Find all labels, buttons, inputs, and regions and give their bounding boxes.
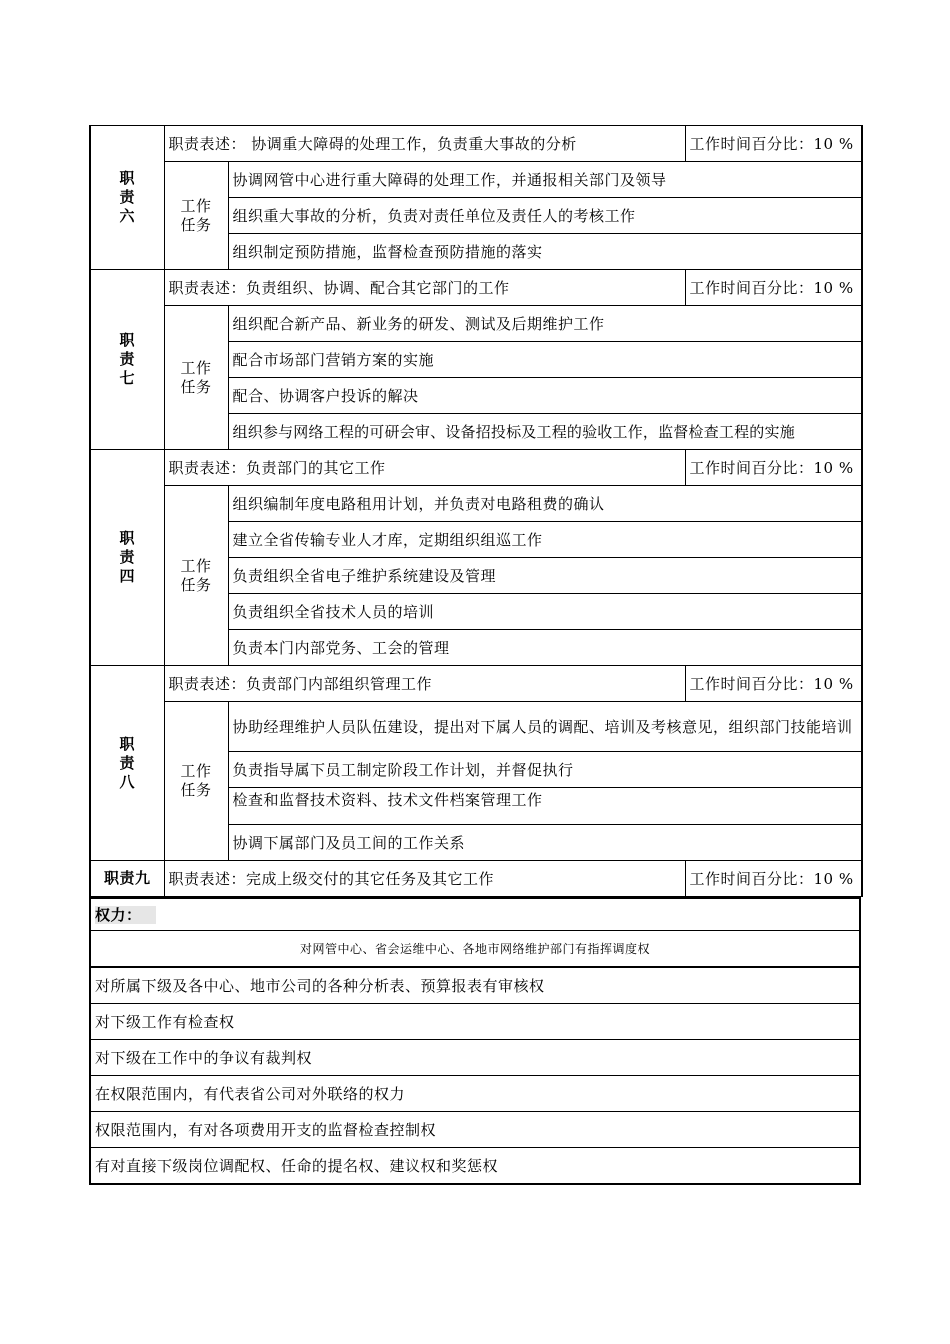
task-item: 配合市场部门营销方案的实施 bbox=[228, 342, 862, 378]
power-title-row bbox=[90, 898, 860, 931]
power-row bbox=[90, 1004, 860, 1040]
task-row bbox=[90, 486, 862, 522]
time-percentage: 工作时间百分比：10 % bbox=[685, 666, 862, 702]
power-row bbox=[90, 1040, 860, 1076]
duty-row bbox=[90, 861, 862, 897]
duty-row bbox=[90, 270, 862, 306]
duty-label: 职 责 六 bbox=[90, 126, 164, 270]
task-item: 组织配合新产品、新业务的研发、测试及后期维护工作 bbox=[228, 306, 862, 342]
duty-row bbox=[90, 126, 862, 162]
duty-label: 职 责 八 bbox=[90, 666, 164, 861]
task-header: 工作 任务 bbox=[164, 306, 228, 450]
power-item: 有对直接下级岗位调配权、任命的提名权、建议权和奖惩权 bbox=[90, 1148, 860, 1185]
power-table bbox=[89, 897, 861, 1185]
task-header: 工作 任务 bbox=[164, 702, 228, 861]
time-percentage: 工作时间百分比：10 % bbox=[685, 126, 862, 162]
task-item: 配合、协调客户投诉的解决 bbox=[228, 378, 862, 414]
duty-label: 职 责 七 bbox=[90, 270, 164, 450]
power-row bbox=[90, 1148, 860, 1185]
duty-label: 职 责 四 bbox=[90, 450, 164, 666]
task-item: 组织制定预防措施，监督检查预防措施的落实 bbox=[228, 234, 862, 270]
power-item: 权限范围内，有对各项费用开支的监督检查控制权 bbox=[90, 1112, 860, 1148]
power-row bbox=[90, 931, 860, 968]
power-row bbox=[90, 1112, 860, 1148]
power-item: 在权限范围内，有代表省公司对外联络的权力 bbox=[90, 1076, 860, 1112]
task-row bbox=[90, 702, 862, 752]
task-item: 组织参与网络工程的可研会审、设备招投标及工程的验收工作，监督检查工程的实施 bbox=[228, 414, 862, 450]
task-header: 工作 任务 bbox=[164, 162, 228, 270]
task-item: 协调下属部门及员工间的工作关系 bbox=[228, 825, 862, 861]
task-item: 组织重大事故的分析，负责对责任单位及责任人的考核工作 bbox=[228, 198, 862, 234]
power-item: 对所属下级及各中心、地市公司的各种分析表、预算报表有审核权 bbox=[90, 967, 860, 1004]
task-item: 负责指导属下员工制定阶段工作计划，并督促执行 bbox=[228, 752, 862, 788]
duty-row bbox=[90, 666, 862, 702]
duty-row bbox=[90, 450, 862, 486]
task-item: 建立全省传输专业人才库，定期组织组巡工作 bbox=[228, 522, 862, 558]
duty-statement: 职责表述：负责组织、协调、配合其它部门的工作 bbox=[164, 270, 685, 306]
power-item: 对下级工作有检查权 bbox=[90, 1004, 860, 1040]
power-row bbox=[90, 967, 860, 1004]
time-percentage: 工作时间百分比：10 % bbox=[685, 270, 862, 306]
duty-statement: 职责表述：负责部门的其它工作 bbox=[164, 450, 685, 486]
task-item: 负责组织全省技术人员的培训 bbox=[228, 594, 862, 630]
power-item: 对下级在工作中的争议有裁判权 bbox=[90, 1040, 860, 1076]
duty-statement: 职责表述：负责部门内部组织管理工作 bbox=[164, 666, 685, 702]
power-row bbox=[90, 1076, 860, 1112]
duties-table bbox=[89, 125, 863, 897]
power-item: 对网管中心、省会运维中心、各地市网络维护部门有指挥调度权 bbox=[90, 931, 860, 968]
time-percentage: 工作时间百分比：10 % bbox=[685, 861, 862, 897]
time-percentage: 工作时间百分比：10 % bbox=[685, 450, 862, 486]
task-row bbox=[90, 162, 862, 198]
task-item: 负责本门内部党务、工会的管理 bbox=[228, 630, 862, 666]
job-description-sheet bbox=[89, 125, 861, 1185]
task-item: 检查和监督技术资料、技术文件档案管理工作 bbox=[228, 788, 862, 825]
task-row bbox=[90, 306, 862, 342]
task-item: 组织编制年度电路租用计划，并负责对电路租费的确认 bbox=[228, 486, 862, 522]
duty-label: 职责九 bbox=[90, 861, 164, 897]
task-item: 协调网管中心进行重大障碍的处理工作，并通报相关部门及领导 bbox=[228, 162, 862, 198]
duty-statement: 职责表述：完成上级交付的其它任务及其它工作 bbox=[164, 861, 685, 897]
duty-statement: 职责表述： 协调重大障碍的处理工作，负责重大事故的分析 bbox=[164, 126, 685, 162]
task-item: 负责组织全省电子维护系统建设及管理 bbox=[228, 558, 862, 594]
task-header: 工作 任务 bbox=[164, 486, 228, 666]
power-title: 权力： bbox=[90, 898, 860, 931]
task-item: 协助经理维护人员队伍建设，提出对下属人员的调配、培训及考核意见，组织部门技能培训 bbox=[228, 702, 862, 752]
